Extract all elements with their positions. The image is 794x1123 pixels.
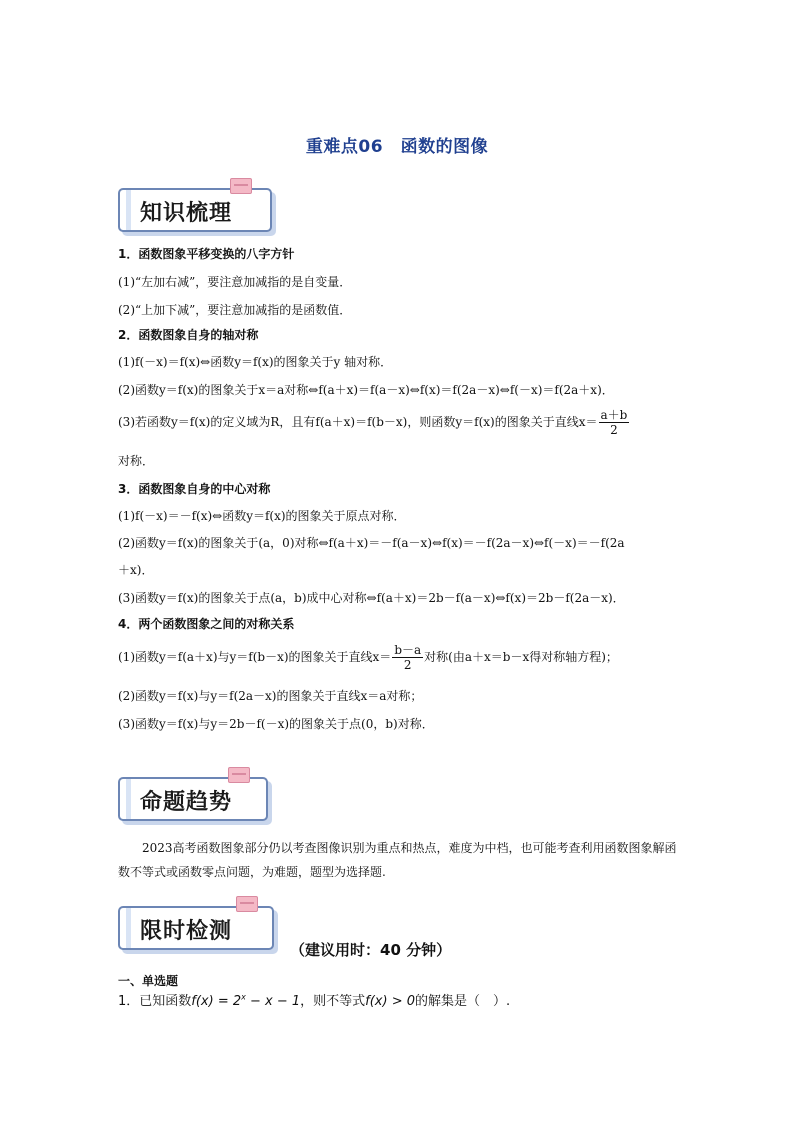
knowledge-line-6: (1)f(－x)＝－f(x)⇔函数y＝f(x)的图象关于原点对称．	[118, 509, 406, 523]
fraction-numerator: b－a	[394, 643, 422, 657]
q1-exponent: x	[241, 992, 246, 1002]
knowledge-heading-1: 1．函数图象平移变换的八字方针	[118, 247, 295, 261]
banner-trend	[118, 773, 264, 819]
knowledge-line-7-cont: ＋x)．	[118, 563, 154, 577]
paperclip-icon	[236, 896, 258, 912]
knowledge-line-11: (3)函数y＝f(x)与y＝2b－f(－x)的图象关于点(0，b)对称．	[118, 717, 434, 731]
knowledge-line-5-end: 对称．	[118, 454, 155, 468]
knowledge-line-2: (2)“上加下减”，要注意加减指的是函数值．	[118, 303, 352, 317]
knowledge-heading-2: 2．函数图象自身的轴对称	[118, 328, 259, 342]
section-heading: 一、单选题	[118, 974, 179, 988]
fraction-denominator: 2	[403, 658, 412, 672]
banner-knowledge-label: 知识梳理	[140, 200, 233, 226]
question-1-function	[191, 994, 300, 1009]
banner-knowledge	[118, 184, 268, 230]
fraction-numerator: a＋b	[600, 408, 628, 422]
paperclip-icon	[230, 178, 252, 194]
question-1	[118, 990, 510, 1009]
knowledge-line-9	[118, 643, 618, 672]
question-1-mid: ，则不等式	[300, 994, 366, 1009]
knowledge-line-8: (3)函数y＝f(x)的图象关于点(a，b)成中心对称⇔f(a＋x)＝2b－f(a－x)⇔f(x)＝2b－f(2a－x)．	[118, 591, 625, 605]
knowledge-line-9-text: (1)函数y＝f(a＋x)与y＝f(b－x)的图象关于直线x＝	[118, 650, 392, 664]
fraction-denominator: 2	[610, 423, 618, 437]
knowledge-line-5-text: (3)若函数y＝f(x)的定义域为R，且有f(a＋x)＝f(b－x)，则函数y＝f(x)的图象关于直线x＝	[118, 415, 598, 429]
page-title: 重难点06 函数的图像	[305, 137, 489, 157]
question-1-end: 的解集是（ ）.	[415, 994, 511, 1009]
banner-test-label: 限时检测	[140, 918, 233, 944]
fraction-b-minus-a-over-2	[392, 643, 423, 672]
question-1-lead: 1．已知函数	[118, 994, 192, 1009]
knowledge-line-1: (1)“左加右减”，要注意加减指的是自变量．	[118, 275, 352, 289]
paperclip-icon	[228, 767, 250, 783]
banner-trend-label: 命题趋势	[140, 789, 233, 815]
knowledge-heading-3: 3．函数图象自身的中心对称	[118, 482, 271, 496]
knowledge-line-9-end: 对称(由a＋x＝b－x得对称轴方程)；	[424, 650, 618, 664]
knowledge-line-10: (2)函数y＝f(x)与y＝f(2a－x)的图象关于直线x＝a对称；	[118, 689, 423, 703]
q1-expr: f(x) = 2	[191, 994, 242, 1009]
question-1-inequality: f(x) > 0	[365, 994, 415, 1009]
knowledge-line-7: (2)函数y＝f(x)的图象关于(a，0)对称⇔f(a＋x)＝－f(a－x)⇔f(x)＝－f(2a－x)⇔f(－x)＝－f(2a	[118, 536, 625, 550]
knowledge-line-3: (1)f(－x)＝f(x)⇔函数y＝f(x)的图象关于y 轴对称．	[118, 355, 393, 369]
q1-expr-tail: − x − 1	[245, 994, 301, 1009]
knowledge-line-4: (2)函数y＝f(x)的图象关于x＝a对称⇔f(a＋x)＝f(a－x)⇔f(x)＝f(2a－x)⇔f(－x)＝f(2a＋x)．	[118, 383, 614, 397]
knowledge-line-5	[118, 408, 630, 437]
banner-test	[118, 902, 270, 948]
time-suggestion: （建议用时：40 分钟）	[290, 941, 452, 959]
fraction-a-plus-b-over-2	[599, 408, 630, 437]
knowledge-heading-4: 4．两个函数图象之间的对称关系	[118, 617, 295, 631]
trend-paragraph: 2023高考函数图象部分仍以考查图像识别为重点和热点，难度为中档，也可能考查利用函数图象解函数不等式或函数零点问题，为难题，题型为选择题.	[118, 841, 677, 879]
